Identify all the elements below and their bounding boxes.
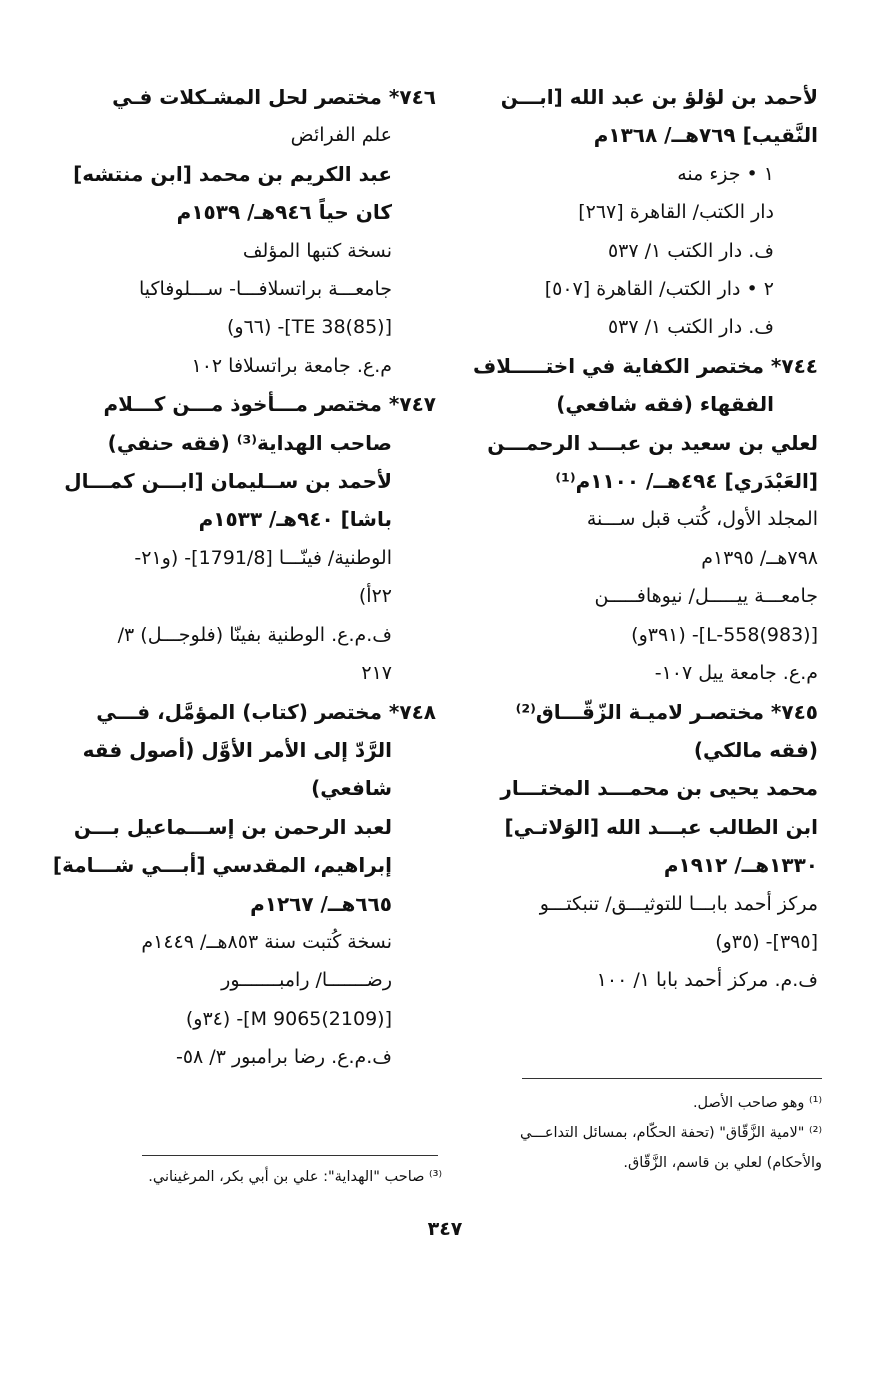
footnote-separator-left <box>142 1155 438 1156</box>
right-column-line: ابن الطالب عبـــد الله [الوَلاتـي] <box>504 814 818 839</box>
right-column-line: دار الكتب/ القاهرة [٢٦٧] <box>578 201 774 224</box>
left-column-line: ٢٢أ) <box>358 585 392 608</box>
left-column-line: لأحمد بن ســليمان [ابـــن كمـــال <box>64 469 392 494</box>
left-column-line: عبد الكريم بن محمد [ابن منتشه] <box>73 161 392 186</box>
footnotes-left <box>96 1162 442 1192</box>
right-column-line: (فقه مالكي) <box>693 737 818 762</box>
left-column-line: نسخة كتبها المؤلف <box>242 239 392 262</box>
right-column-line: جامعـــة ييـــــل/ نيوهافـــــن <box>594 585 818 608</box>
left-column-line: شافعي) <box>311 776 392 801</box>
footnote-2: ⁽²⁾ "لامية الزَّقّاق" (تحفة الحكّام، بمسائل التداعـــي <box>520 1125 822 1141</box>
right-column-line: ف. دار الكتب ١/ ٥٣٧ <box>607 239 774 262</box>
left-column-line: ٦٦٥هــ/ ١٢٦٧م <box>250 891 392 916</box>
left-column-line: ٢١٧ <box>361 662 392 685</box>
right-column-line: لعلي بن سعيد بن عبـــد الرحمـــن <box>487 430 818 455</box>
right-column-line: مركز أحمد بابـــا للتوثيـــق/ تنبكتـــو <box>539 892 818 915</box>
left-column-line: إبراهيم، المقدسي [أبـــي شـــامة] <box>52 853 392 878</box>
page-number: ٣٤٧ <box>427 1218 463 1240</box>
right-column-line: الفقهاء (فقه شافعي) <box>556 392 774 417</box>
left-column-line: نسخة كُتبت سنة ٨٥٣هــ/ ١٤٤٩م <box>141 930 392 953</box>
left-column-line: كان حياً ٩٤٦هـ/ ١٥٣٩م <box>176 200 392 225</box>
left-column-line: الرَّدّ إلى الأمر الأوَّل (أصول فقه <box>82 737 392 762</box>
left-column-line: ٧٤٧* مختصر مـــأخوذ مـــن كـــلام <box>103 392 436 417</box>
footnote-3: ⁽³⁾ صاحب "الهداية": علي بن أبي بكر، المرغيناني. <box>148 1169 442 1185</box>
footnotes-right <box>470 1088 822 1178</box>
right-column-line: المجلد الأول، كُتب قبل ســـنة <box>586 508 818 531</box>
footnote-2-continued: والأحكام) لعلي بن قاسم، الزَّقّاق. <box>623 1155 822 1171</box>
left-column-line: لعبد الرحمن بن إســـماعيل بـــن <box>73 814 392 839</box>
right-column-line: ٢ • دار الكتب/ القاهرة [٥٠٧] <box>544 278 774 301</box>
right-column-line: ١٣٣٠هــ/ ١٩١٢م <box>663 853 818 878</box>
footnote-separator-right <box>522 1078 822 1079</box>
right-column-line: [العَبْدَري] ٤٩٤هــ/ ١١٠٠م⁽¹⁾ <box>555 469 818 494</box>
right-column <box>466 78 818 1000</box>
right-column-line: ٧٤٥* مختصـر لاميـة الزّقّـــاق⁽²⁾ <box>515 699 818 724</box>
footnote-1: ⁽¹⁾ وهو صاحب الأصل. <box>692 1095 822 1111</box>
left-column-line: ٧٤٨* مختصر (كتاب) المؤمَّل، فـــي <box>96 699 436 724</box>
right-column-line: ٧٤٤* مختصر الكفاية في اختـــــلاف <box>473 353 818 378</box>
left-column-line: رضـــــــا/ رامبـــــــور <box>221 969 392 992</box>
left-column-line: م.ع. جامعة براتسلافا ١٠٢ <box>191 354 392 377</box>
left-column-line: ف.م.ع. الوطنية بفينّا (فلوجـــل) ٣/ <box>117 623 392 646</box>
left-column-line: باشا] ٩٤٠هـ/ ١٥٣٣م <box>198 507 392 532</box>
left-column-line: علم الفرائض <box>290 124 392 147</box>
left-column-line: جامعـــة براتسلافـــا- ســـلوفاكيا <box>138 278 392 301</box>
left-column <box>52 78 436 1077</box>
right-column-line: ١ • جزء منه <box>677 162 774 185</box>
left-column-line: [M 9065(2109)]- (٣٤و) <box>185 1007 392 1030</box>
right-column-line: [٣٩٥]- (٣٥و) <box>715 930 818 953</box>
right-column-line: ف.م. مركز أحمد بابا ١/ ١٠٠ <box>596 969 818 992</box>
right-column-line: م.ع. جامعة ييل ١٠٧- <box>654 662 818 685</box>
right-column-line: ف. دار الكتب ١/ ٥٣٧ <box>607 316 774 339</box>
left-column-line: ف.م.ع. رضا برامبور ٣/ ٥٨- <box>175 1046 392 1069</box>
left-column-line: [TE 38(85)]- (٦٦و) <box>226 316 392 339</box>
right-column-line: ٧٩٨هــ/ ١٣٩٥م <box>701 546 818 569</box>
right-column-line: لأحمد بن لؤلؤ بن عبد الله [ابـــن <box>500 85 818 109</box>
right-column-line: [L-558(983)]- (٣٩١و) <box>631 623 818 646</box>
right-column-line: النَّقيب] ٧٦٩هــ/ ١٣٦٨م <box>593 123 818 148</box>
left-column-line: صاحب الهداية⁽³⁾ (فقه حنفي) <box>107 430 392 455</box>
right-column-line: محمد يحيى بن محمـــد المختـــار <box>500 776 818 801</box>
left-column-line: ٧٤٦* مختصر لحل المشـكلات فـي <box>112 85 436 109</box>
left-column-line: الوطنية/ فينّـــا [1791/8]- (و٢١- <box>134 546 392 569</box>
